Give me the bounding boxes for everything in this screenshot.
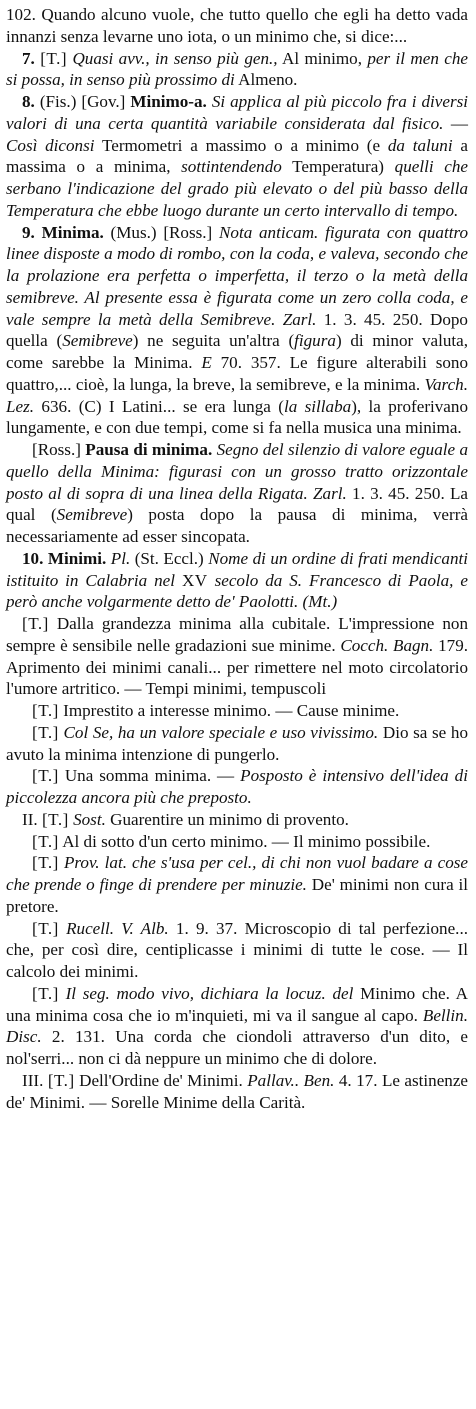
definition: Quasi avv., in senso più gen., — [72, 48, 278, 68]
paragraph-imprestito: [T.] Imprestito a interesse minimo. — Cause minime. — [32, 701, 400, 720]
reference: 1. 3. 45. 250. — [352, 483, 445, 503]
definition: Nota anticam. figurata con quattro linee disposte a modo di rombo, con la coda, e valeva, secondo che la prolazione era perfetta o imperfetta, il terzo o la metà della semibreve. Al presente essa è figurata come un zero colla coda, e vale sempre la metà della Semibreve. — [6, 222, 469, 329]
entry-8: 8. (Fis.) [Gov.] Minimo-a. Si applica al più piccolo fra i diversi valori di una certa quantità variabile considerata dal fisico. — Così diconsi Termometri a massimo o a minimo (e da taluni a massima o a minima, sottintendendo Temperatura) quelli che serbano l'indicazione del grado più elevato o del più basso della Temperatura che ebbe luogo durante un certo intervallo di tempo. — [6, 92, 468, 220]
tag: [T.] — [32, 722, 59, 742]
entry-number: 8. — [22, 92, 35, 111]
tag: [T.] — [32, 701, 59, 720]
reference: 1. 3. 45. 250. — [323, 309, 423, 329]
source: Zarl. — [313, 483, 347, 503]
entry-text: Almeno. — [238, 70, 298, 90]
reference: 179. — [438, 635, 469, 655]
definition: secolo da S. Francesco di Paola, e però anche volgarmente detto de' Paolotti. (Mt.) — [6, 570, 468, 612]
entry-number: 102. — [6, 5, 36, 24]
section-number: III. — [22, 1070, 44, 1090]
headword: Pausa di minima. — [85, 440, 213, 459]
tag: [T.] — [47, 1070, 75, 1090]
entry-pausa: [Ross.] Pausa di minima. Segno del silenzio di valore eguale a quello della Minima: figurasi con un grosso tratto orizzontale posto al di sopra di una linea della Rigata. Zarl. 1. 3. 45. 250. La qual (Semibreve) posta dopo la pausa di minima, verrà necessariamente ad esser sincopata. — [6, 440, 469, 546]
headword-phrase: Al minimo, — [282, 48, 362, 68]
source: Cocch. Bagn. — [340, 635, 434, 655]
entry-number: 10. — [22, 548, 44, 568]
definition: Segno del silenzio di valore eguale a quello della Minima: figurasi con un grosso tratto orizzontale posto al di sopra di una linea della Rigata. — [6, 440, 468, 503]
section-number: II. — [22, 809, 38, 829]
entry-10: 10. Minimi. Pl. (St. Eccl.) Nome di un ordine di frati mendicanti istituito in Calabria nel XV secolo da S. Francesco di Paola, e però anche volgarmente detto de' Paolotti. (Mt.) — [6, 548, 469, 612]
entry-102 — [6, 4, 468, 48]
source: Zarl. — [282, 309, 317, 329]
section-3: III. [T.] Dell'Ordine de' Minimi. Pallav.. Ben. 4. 17. Le astinenze de' Minimi. — Sorelle Minime della Carità. — [6, 1070, 469, 1112]
tag: [T.] — [32, 766, 59, 786]
reference: 2. 131. — [51, 1027, 105, 1047]
tag: [T.] — [32, 918, 59, 938]
definition: Col Se, ha un valore speciale e uso vivissimo. — [63, 722, 379, 742]
tag: [T.] — [22, 614, 49, 633]
definition: Nome di un ordine di frati mendicanti istituito in Calabria nel — [6, 548, 469, 590]
definition: Si applica al più piccolo fra i diversi valori di una certa quantità variabile considerata dal fisico. — [6, 92, 468, 133]
definition: quelli che serbano l'indicazione del grado più elevato o del più basso della Temperatura che ebbe luogo durante un certo intervallo di tempo. — [6, 157, 468, 220]
entry-9: 9. Minima. (Mus.) [Ross.] Nota anticam. figurata con quattro linee disposte a modo di rombo, con la coda, e valeva, secondo che la prolazione era perfetta o imperfetta, il terzo o la metà della semibreve. Al presente essa è figurata come un zero colla coda, e vale sempre la metà della Semibreve. Zarl. 1. 3. 45. 250. Dopo quella (Semibreve) ne seguita un'altra (figura) di minor valuta, come sarebbe la Minima. E 70. 357. Le figure alterabili sono quattro,... cioè, la lunga, la breve, la semibreve, e la minima. Varch. Lez. 636. (C) I Latini... se era lunga (la sillaba), la proferivano lungamente, e con due tempi, come si fa nella musica una minima. — [6, 222, 469, 438]
source: Bellin. Disc. — [6, 1005, 468, 1047]
source: Varch. Lez. — [6, 374, 468, 416]
tag: [T.] — [32, 983, 59, 1003]
tag: (St. Eccl.) — [134, 548, 204, 568]
paragraph-disotto: [T.] Al di sotto d'un certo minimo. — Il minimo possibile. — [32, 831, 431, 851]
reference: 1. 9. 37. — [175, 918, 238, 938]
source: Rucell. V. Alb. — [66, 918, 169, 938]
definition: Il seg. modo vivo, dichiara la locuz. del — [65, 983, 354, 1003]
section-2: II. [T.] Sost. Guarentire un minimo di provento. — [22, 809, 349, 829]
definition: Posposto è intensivo dell'idea di piccolezza ancora più che preposto. — [6, 766, 468, 807]
tag: (Fis.) [Gov.] — [39, 92, 126, 111]
headword: Minimo-a. — [130, 92, 207, 111]
tag: (Mus.) [Ross.] — [110, 222, 213, 242]
reference: 636. (C) — [41, 396, 102, 416]
source: E — [201, 353, 212, 372]
tag: [T.] — [40, 48, 68, 68]
paragraph-proverb: [T.] Prov. lat. che s'usa per cel., di chi non vuol badare a cose che prende o finge di prendere per minuzie. De' minimi non cura il pretore. — [6, 853, 469, 916]
paragraph-somma: [T.] Una somma minima. — Posposto è intensivo dell'idea di piccolezza ancora più che preposto. — [6, 766, 468, 807]
tag: [T.] — [32, 831, 59, 851]
paragraph-rucell: [T.] Rucell. V. Alb. 1. 9. 37. Microscopio di tal perfezione... che, per così dire, centiplicasse i minimi di tutte le cose. — Il calcolo dei minimi. — [6, 918, 468, 981]
tag: [T.] — [41, 809, 69, 829]
headword: Minima. — [41, 222, 104, 242]
reference: 70. 357. — [220, 353, 281, 372]
source: Pallav.. Ben. — [247, 1070, 335, 1090]
definition: per il men che si possa, in senso più prossimo di — [6, 48, 468, 90]
tag: [T.] — [32, 853, 59, 873]
tag: [Ross.] — [32, 440, 81, 459]
headword: Minimi. — [47, 548, 107, 568]
reference: 4. 17. — [338, 1070, 378, 1090]
entry-text: Quando alcuno vuole, che tutto quello che egli ha detto vada innanzi senza levarne uno iota, o un minimo che, si dice:... — [6, 5, 468, 46]
entry-7 — [6, 48, 468, 92]
entry-number: 9. — [22, 222, 35, 242]
paragraph-minimo-che: [T.] Il seg. modo vivo, dichiara la locuz. del Minimo che. A una minima cosa che io m'inquieti, mi va il sangue al capo. Bellin. Disc. 2. 131. Una corda che ciondoli attraverso d'un dito, e nol'serri... non ci dà neppure un minimo che di dolore. — [6, 983, 469, 1068]
entry-number: 7. — [22, 48, 35, 68]
paragraph-colse: [T.] Col Se, ha un valore speciale e uso vivissimo. Dio sa se ho avuto la minima intenzione di pungerlo. — [6, 722, 468, 764]
paragraph-grandezza: [T.] Dalla grandezza minima alla cubitale. L'impressione non sempre è sensibile nelle gradazioni sue minime. Cocch. Bagn. 179. Aprimento dei minimi canali... per rimettere nel moto circolatorio l'umore artritico. — Tempi minimi, tempuscoli — [6, 614, 469, 699]
definition: Prov. lat. che s'usa per cel., di chi non vuol badare a cose che prende o finge di prendere per minuzie. — [6, 853, 468, 894]
